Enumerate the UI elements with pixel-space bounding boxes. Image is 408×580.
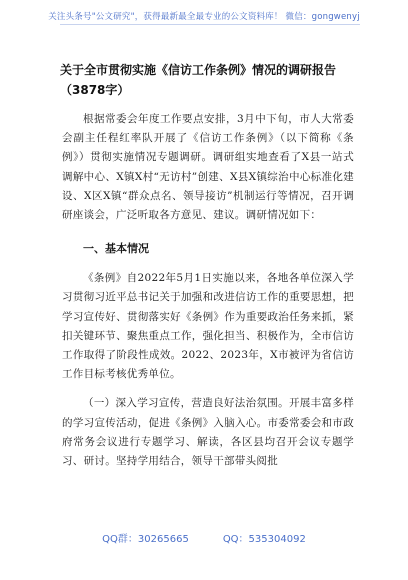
- body-paragraph: （一）深入学习宣传，营造良好法治氛围。开展丰富多样的学习宣传活动，促进《条例》入脑入心。市委常委会和市政府常务会议进行专题学习、解读，各区县均召开会议专题学习、研讨。坚持学用结合，领导干部带头阅批: [62, 397, 354, 468]
- footer-contact: [0, 530, 408, 545]
- paragraph-spacer: [62, 384, 354, 394]
- header-banner: 关注头条号"公文研究"，获得最新最全最专业的公文资料库！ 微信：gongwenyj: [48, 12, 360, 22]
- document-title: 关于全市贯彻实施《信访工作条例》情况的调研报告（3878字）: [60, 63, 337, 97]
- body-paragraph: 《条例》自2022年5月1日实施以来，各地各单位深入学习贯彻习近平总书记关于加强和改进信访工作的重要思想，把学习宣传好、贯彻落实好《条例》作为重要政治任务来抓，紧扣关键环节、聚焦重点工作，强化担当、积极作为，全市信访工作取得了阶段性成效。2022、2023年，X市被评为省信访工作目标考核优秀单位。: [62, 272, 354, 381]
- intro-paragraph: 根据常委会年度工作要点安排，3月中下旬，市人大常委会副主任程红率队开展了《信访工作条例》（以下简称《条例》）贯彻实施情况专题调研。调研组实地查看了X县一站式调解中心、X镇X村“无访村”创建、X县X镇综治中心标准化建设、X区X镇“群众点名、领导接访”机制运行等情况，召开调研座谈会，广泛听取各方意见、建议。调研情况如下：: [62, 113, 354, 222]
- header-divider: [60, 24, 360, 25]
- document-body: [62, 110, 354, 471]
- footer-qq-group: QQ群：30265665: [102, 534, 189, 545]
- section-heading: 一、基本情况: [83, 242, 149, 256]
- footer-qq: QQ：535304092: [222, 534, 306, 545]
